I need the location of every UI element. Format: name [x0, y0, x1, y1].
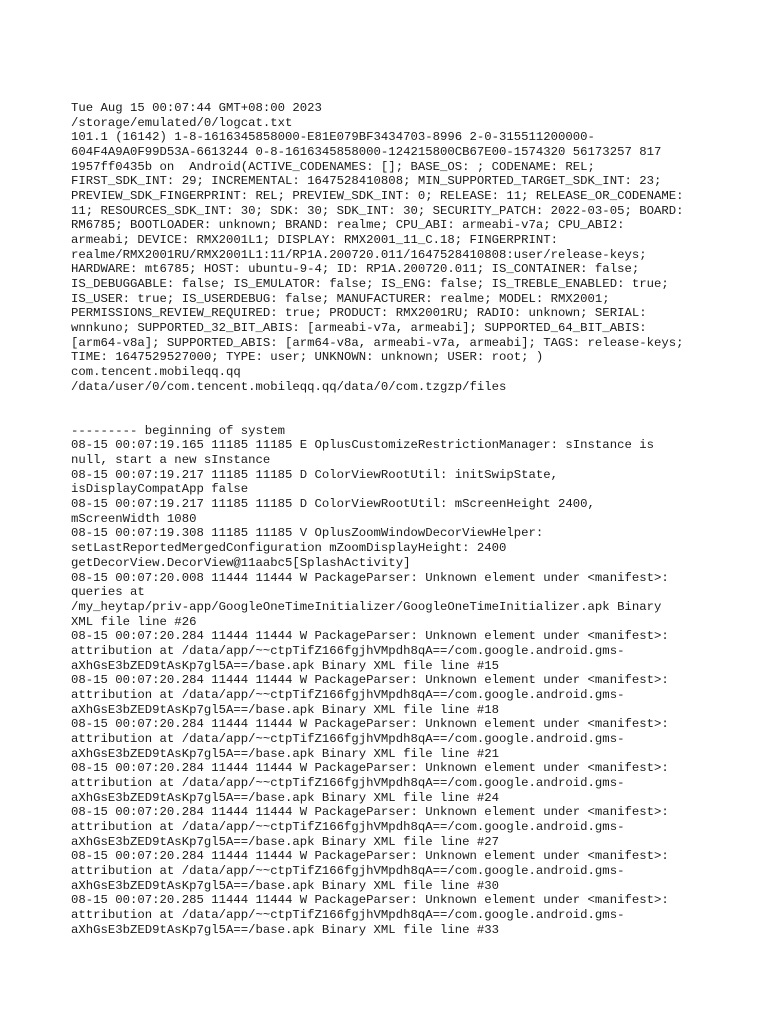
log-line: 08-15 00:07:20.284 11444 11444 W PackageParser: Unknown element under <manifest>: [71, 849, 669, 864]
log-line: PERMISSIONS_REVIEW_REQUIRED: true; PRODUCT: RMX2001RU; RADIO: unknown; SERIAL: [71, 306, 647, 321]
log-line: aXhGsE3bZED9tAsKp7gl5A==/base.apk Binary XML file line #33 [71, 922, 500, 937]
log-line: com.tencent.mobileqq.qq [71, 365, 241, 380]
log-line: attribution at /data/app/~~ctpTifZ166fgjhVMpdh8qA==/com.google.android.gms- [71, 907, 625, 922]
log-line: aXhGsE3bZED9tAsKp7gl5A==/base.apk Binary XML file line #30 [71, 878, 500, 893]
log-line [71, 409, 711, 424]
log-line: aXhGsE3bZED9tAsKp7gl5A==/base.apk Binary XML file line #24 [71, 790, 500, 805]
logcat-text [71, 101, 711, 937]
log-line: 08-15 00:07:20.284 11444 11444 W PackageParser: Unknown element under <manifest>: [71, 673, 669, 688]
log-line: isDisplayCompatApp false [71, 482, 249, 497]
log-line: aXhGsE3bZED9tAsKp7gl5A==/base.apk Binary XML file line #27 [71, 834, 500, 849]
log-line: attribution at /data/app/~~ctpTifZ166fgjhVMpdh8qA==/com.google.android.gms- [71, 863, 625, 878]
log-line: aXhGsE3bZED9tAsKp7gl5A==/base.apk Binary XML file line #18 [71, 702, 500, 717]
log-line: 08-15 00:07:20.284 11444 11444 W PackageParser: Unknown element under <manifest>: [71, 761, 669, 776]
log-line: /my_heytap/priv-app/GoogleOneTimeInitializer/GoogleOneTimeInitializer.apk Binary [71, 599, 662, 614]
log-line: 08-15 00:07:19.308 11185 11185 V OplusZoomWindowDecorViewHelper: [71, 526, 544, 541]
log-line: 08-15 00:07:19.217 11185 11185 D ColorViewRootUtil: mScreenHeight 2400, [71, 497, 595, 512]
log-line: queries at [71, 585, 145, 600]
log-line [71, 394, 711, 409]
log-line: --------- beginning of system [71, 423, 286, 438]
log-line: aXhGsE3bZED9tAsKp7gl5A==/base.apk Binary XML file line #21 [71, 746, 500, 761]
log-line: FIRST_SDK_INT: 29; INCREMENTAL: 1647528410808; MIN_SUPPORTED_TARGET_SDK_INT: 23; [71, 174, 662, 189]
log-line: 08-15 00:07:20.285 11444 11444 W PackageParser: Unknown element under <manifest>: [71, 893, 669, 908]
log-line: aXhGsE3bZED9tAsKp7gl5A==/base.apk Binary XML file line #15 [71, 658, 500, 673]
log-line: IS_USER: true; IS_USERDEBUG: false; MANUFACTURER: realme; MODEL: RMX2001; [71, 291, 610, 306]
log-line: [arm64-v8a]; SUPPORTED_ABIS: [arm64-v8a, armeabi-v7a, armeabi]; TAGS: release-keys; [71, 335, 684, 350]
log-line: XML file line #26 [71, 614, 197, 629]
log-line: realme/RMX2001RU/RMX2001L1:11/RP1A.200720.011/1647528410808:user/release-keys; [71, 247, 647, 262]
log-line: attribution at /data/app/~~ctpTifZ166fgjhVMpdh8qA==/com.google.android.gms- [71, 775, 625, 790]
log-line: RM6785; BOOTLOADER: unknown; BRAND: realme; CPU_ABI: armeabi-v7a; CPU_ABI2: [71, 218, 625, 233]
log-line: getDecorView.DecorView@11aabc5[SplashActivity] [71, 555, 411, 570]
log-line: mScreenWidth 1080 [71, 511, 197, 526]
log-line: attribution at /data/app/~~ctpTifZ166fgjhVMpdh8qA==/com.google.android.gms- [71, 731, 625, 746]
log-line: 604F4A9A0F99D53A-6613244 0-8-1616345858000-124215800CB67E00-1574320 56173257 817 [71, 145, 662, 160]
log-line: wnnkuno; SUPPORTED_32_BIT_ABIS: [armeabi-v7a, armeabi]; SUPPORTED_64_BIT_ABIS: [71, 321, 647, 336]
log-line: 08-15 00:07:20.284 11444 11444 W PackageParser: Unknown element under <manifest>: [71, 805, 669, 820]
log-line: TIME: 1647529527000; TYPE: user; UNKNOWN: unknown; USER: root; ) [71, 350, 544, 365]
log-line: IS_DEBUGGABLE: false; IS_EMULATOR: false; IS_ENG: false; IS_TREBLE_ENABLED: true; [71, 277, 669, 292]
log-line: 08-15 00:07:19.165 11185 11185 E OplusCustomizeRestrictionManager: sInstance is [71, 438, 654, 453]
log-line: null, start a new sInstance [71, 453, 271, 468]
log-line: 08-15 00:07:20.284 11444 11444 W PackageParser: Unknown element under <manifest>: [71, 717, 669, 732]
log-line: /data/user/0/com.tencent.mobileqq.qq/data/0/com.tzgzp/files [71, 379, 507, 394]
log-line: Tue Aug 15 00:07:44 GMT+08:00 2023 [71, 101, 322, 115]
log-line: /storage/emulated/0/logcat.txt [71, 115, 293, 130]
log-line: setLastReportedMergedConfiguration mZoomDisplayHeight: 2400 [71, 541, 507, 556]
log-line: PREVIEW_SDK_FINGERPRINT: REL; PREVIEW_SDK_INT: 0; RELEASE: 11; RELEASE_OR_CODENAME: [71, 189, 684, 204]
log-line: 101.1 (16142) 1-8-1616345858000-E81E079BF3434703-8996 2-0-315511200000- [71, 130, 595, 145]
log-line: 08-15 00:07:20.008 11444 11444 W PackageParser: Unknown element under <manifest>: [71, 570, 669, 585]
log-line: attribution at /data/app/~~ctpTifZ166fgjhVMpdh8qA==/com.google.android.gms- [71, 819, 625, 834]
log-line: 1957ff0435b on Android(ACTIVE_CODENAMES: []; BASE_OS: ; CODENAME: REL; [71, 159, 595, 174]
log-line: armeabi; DEVICE: RMX2001L1; DISPLAY: RMX2001_11_C.18; FINGERPRINT: [71, 233, 559, 248]
log-line: 08-15 00:07:20.284 11444 11444 W PackageParser: Unknown element under <manifest>: [71, 629, 669, 644]
log-line: 11; RESOURCES_SDK_INT: 30; SDK: 30; SDK_INT: 30; SECURITY_PATCH: 2022-03-05; BOARD: [71, 203, 684, 218]
log-line: attribution at /data/app/~~ctpTifZ166fgjhVMpdh8qA==/com.google.android.gms- [71, 643, 625, 658]
log-line: 08-15 00:07:19.217 11185 11185 D ColorViewRootUtil: initSwipState, [71, 467, 559, 482]
log-line: attribution at /data/app/~~ctpTifZ166fgjhVMpdh8qA==/com.google.android.gms- [71, 687, 625, 702]
log-line: HARDWARE: mt6785; HOST: ubuntu-9-4; ID: RP1A.200720.011; IS_CONTAINER: false; [71, 262, 640, 277]
